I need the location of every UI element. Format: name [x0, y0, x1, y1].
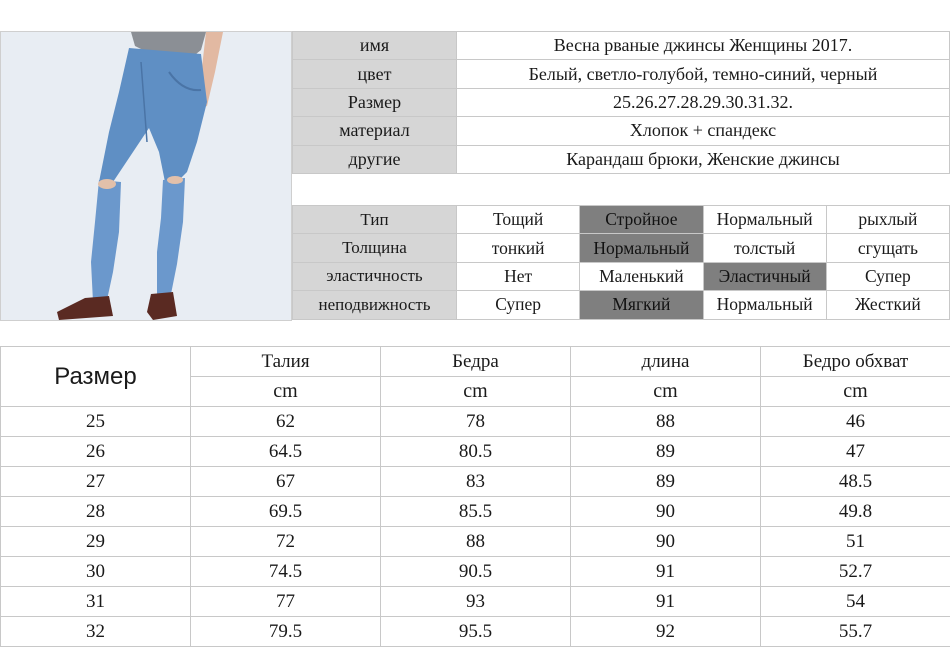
measurement-value: 92: [571, 617, 761, 647]
size-value: 31: [1, 587, 191, 617]
measurement-value: 72: [191, 527, 381, 557]
product-info-block: [0, 31, 950, 321]
property-option: Нормальный: [703, 206, 826, 234]
spec-row: [293, 32, 950, 60]
size-value: 28: [1, 497, 191, 527]
property-option: Супер: [826, 262, 949, 290]
spec-label: Размер: [293, 88, 457, 116]
measurement-value: 95.5: [381, 617, 571, 647]
measurement-value: 91: [571, 557, 761, 587]
size-row: [1, 497, 950, 527]
size-column-header: Бедра: [381, 347, 571, 377]
measurement-value: 74.5: [191, 557, 381, 587]
property-row: [293, 262, 950, 290]
spec-value: Хлопок + спандекс: [457, 117, 950, 145]
spec-label: другие: [293, 145, 457, 173]
measurement-value: 88: [381, 527, 571, 557]
size-header-row: [1, 347, 950, 377]
size-unit-label: cm: [191, 377, 381, 407]
size-row: [1, 587, 950, 617]
property-option-selected: Эластичный: [703, 262, 826, 290]
property-row: [293, 206, 950, 234]
property-option: Маленький: [580, 262, 703, 290]
size-row: [1, 617, 950, 647]
measurement-value: 88: [571, 407, 761, 437]
measurement-value: 78: [381, 407, 571, 437]
measurement-value: 51: [761, 527, 950, 557]
measurement-value: 55.7: [761, 617, 950, 647]
measurement-value: 52.7: [761, 557, 950, 587]
product-specs-table: [292, 31, 950, 174]
size-corner-label: Размер: [1, 347, 191, 407]
size-value: 26: [1, 437, 191, 467]
size-unit-label: cm: [761, 377, 950, 407]
spec-value: Карандаш брюки, Женские джинсы: [457, 145, 950, 173]
size-column-header: длина: [571, 347, 761, 377]
measurement-value: 90: [571, 497, 761, 527]
property-row: [293, 291, 950, 319]
property-option: Жесткий: [826, 291, 949, 319]
property-option: Нет: [457, 262, 580, 290]
spec-value: 25.26.27.28.29.30.31.32.: [457, 88, 950, 116]
measurement-value: 46: [761, 407, 950, 437]
measurement-value: 64.5: [191, 437, 381, 467]
measurement-value: 69.5: [191, 497, 381, 527]
product-photo: [0, 31, 292, 321]
property-label: Тип: [293, 206, 457, 234]
spec-value: Белый, светло-голубой, темно-синий, черный: [457, 60, 950, 88]
property-option: сгущать: [826, 234, 949, 262]
measurement-value: 89: [571, 437, 761, 467]
size-column-header: Талия: [191, 347, 381, 377]
properties-table: [292, 205, 950, 320]
spec-row: [293, 117, 950, 145]
spec-row: [293, 88, 950, 116]
spec-value: Весна рваные джинсы Женщины 2017.: [457, 32, 950, 60]
measurement-value: 54: [761, 587, 950, 617]
size-row: [1, 527, 950, 557]
measurement-value: 90.5: [381, 557, 571, 587]
size-value: 30: [1, 557, 191, 587]
property-option-selected: Мягкий: [580, 291, 703, 319]
size-value: 29: [1, 527, 191, 557]
size-value: 27: [1, 467, 191, 497]
measurement-value: 91: [571, 587, 761, 617]
size-row: [1, 407, 950, 437]
spec-label: имя: [293, 32, 457, 60]
property-option: Нормальный: [703, 291, 826, 319]
size-unit-label: cm: [571, 377, 761, 407]
measurement-value: 49.8: [761, 497, 950, 527]
size-row: [1, 467, 950, 497]
measurement-value: 77: [191, 587, 381, 617]
size-unit-label: cm: [381, 377, 571, 407]
measurement-value: 93: [381, 587, 571, 617]
size-value: 25: [1, 407, 191, 437]
property-row: [293, 234, 950, 262]
measurement-value: 62: [191, 407, 381, 437]
measurement-value: 48.5: [761, 467, 950, 497]
property-option: рыхлый: [826, 206, 949, 234]
size-column-header: Бедро обхват: [761, 347, 950, 377]
property-option: толстый: [703, 234, 826, 262]
size-value: 32: [1, 617, 191, 647]
spec-row: [293, 60, 950, 88]
measurement-value: 89: [571, 467, 761, 497]
measurement-value: 80.5: [381, 437, 571, 467]
property-label: эластичность: [293, 262, 457, 290]
measurement-value: 79.5: [191, 617, 381, 647]
property-label: Толщина: [293, 234, 457, 262]
size-row: [1, 557, 950, 587]
spec-label: цвет: [293, 60, 457, 88]
property-label: неподвижность: [293, 291, 457, 319]
property-option-selected: Стройное: [580, 206, 703, 234]
measurement-value: 67: [191, 467, 381, 497]
size-chart-table: [0, 346, 950, 647]
jeans-model-illustration: [1, 32, 292, 321]
measurement-value: 90: [571, 527, 761, 557]
measurement-value: 47: [761, 437, 950, 467]
specs-panel: [292, 31, 950, 321]
property-option: Тощий: [457, 206, 580, 234]
spec-row: [293, 145, 950, 173]
spec-label: материал: [293, 117, 457, 145]
property-option-selected: Нормальный: [580, 234, 703, 262]
measurement-value: 85.5: [381, 497, 571, 527]
measurement-value: 83: [381, 467, 571, 497]
property-option: Супер: [457, 291, 580, 319]
property-option: тонкий: [457, 234, 580, 262]
size-row: [1, 437, 950, 467]
